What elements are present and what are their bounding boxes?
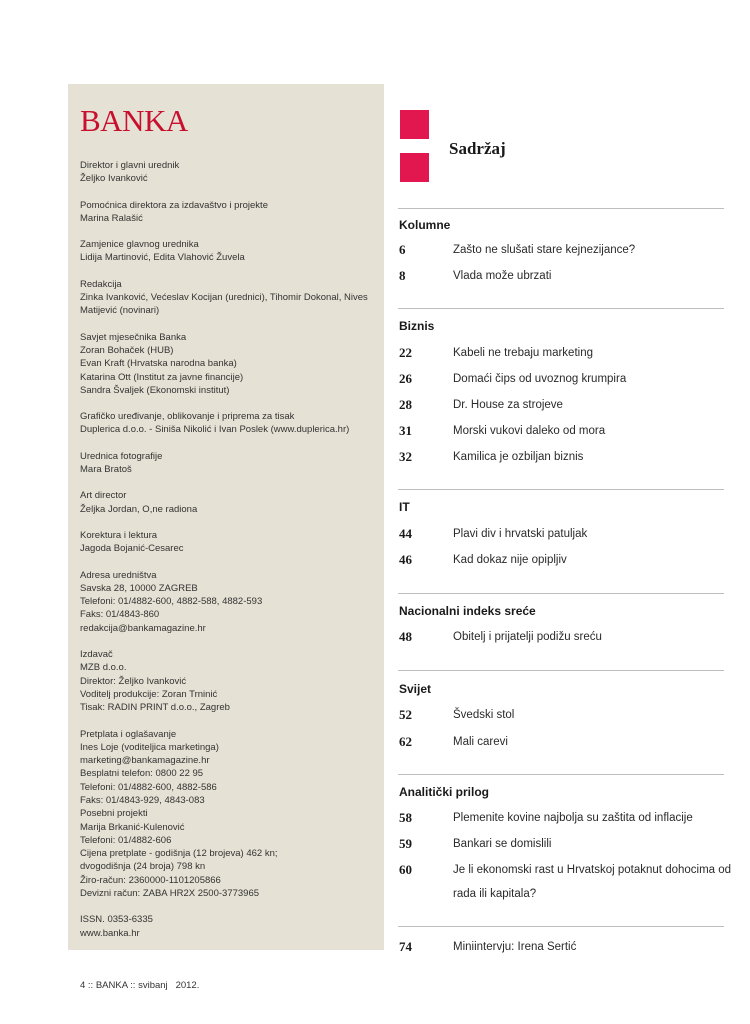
staff-role: Urednica fotografije <box>80 450 163 462</box>
staff-block <box>80 489 376 516</box>
staff-role: Redakcija <box>80 278 122 290</box>
staff-line: Marija Brkanić-Kulenović <box>80 821 185 833</box>
section-heading-biznis: Biznis <box>399 319 435 333</box>
staff-line: dvogodišnja (24 broja) 798 kn <box>80 861 206 873</box>
toc-page-number: 26 <box>399 371 412 386</box>
staff-line: www.banka.hr <box>80 927 140 939</box>
toc-entry-title: Morski vukovi daleko od mora <box>453 425 606 437</box>
separator <box>398 774 724 775</box>
staff-line: Savska 28, 10000 ZAGREB <box>80 582 198 594</box>
section-heading-analiticki-prilog: Analitički prilog <box>399 785 490 799</box>
toc-page-number: 48 <box>399 629 412 644</box>
staff-line: Žiro-račun: 2360000-1101205866 <box>80 874 221 886</box>
toc-page-number: 31 <box>399 423 412 438</box>
masthead-panel <box>68 84 384 950</box>
staff-line: marketing@bankamagazine.hr <box>80 755 210 767</box>
staff-line: Željko Ivanković <box>80 173 148 185</box>
staff-line: Katarina Ott (Institut za javne financije) <box>80 371 244 383</box>
staff-block <box>80 159 376 186</box>
toc-page-number: 59 <box>399 836 412 851</box>
separator <box>398 489 724 490</box>
toc-page-number: 44 <box>399 526 412 541</box>
staff-role: ISSN. 0353-6335 <box>80 914 153 926</box>
staff-line: Sandra Švaljek (Ekonomski institut) <box>80 384 230 396</box>
toc-title: Sadržaj <box>449 139 506 158</box>
staff-line: Faks: 01/4843-860 <box>80 609 160 621</box>
staff-role: Grafičko uređivanje, oblikovanje i priprema za tisak <box>80 411 295 423</box>
toc-page-number: 32 <box>399 449 412 464</box>
staff-line: redakcija@bankamagazine.hr <box>80 622 206 634</box>
toc-entry-title: Dr. House za strojeve <box>453 399 563 411</box>
toc-entry-title: Domaći čips od uvoznog krumpira <box>453 373 627 385</box>
staff-line: Direktor: Željko Ivanković <box>80 675 187 687</box>
toc-entry-title: Obitelj i prijatelji podižu sreću <box>453 631 602 643</box>
separator <box>398 208 724 209</box>
toc-entry-title: Plemenite kovine najbolja su zaštita od inflacije <box>453 812 693 824</box>
toc-page-number: 74 <box>399 939 412 954</box>
staff-role: Izdavač <box>80 649 113 661</box>
toc-entry-title: Plavi div i hrvatski patuljak <box>453 528 588 540</box>
toc-page-number: 28 <box>399 397 412 412</box>
staff-line: Devizni račun: ZABA HR2X 2500-3773965 <box>80 888 260 900</box>
staff-role: Art director <box>80 490 127 502</box>
staff-block <box>80 529 376 556</box>
toc-entry-title: Kamilica je ozbiljan biznis <box>453 451 584 463</box>
staff-block <box>80 728 376 901</box>
separator <box>398 593 724 594</box>
toc-entry-title: Bankari se domislili <box>453 838 552 850</box>
staff-line: Zoran Bohaček (HUB) <box>80 344 174 356</box>
section-heading-it: IT <box>399 500 410 514</box>
page-footer: 4 :: BANKA :: svibanj 2012. <box>80 980 200 991</box>
staff-block <box>80 913 376 940</box>
toc-entry-title: Miniintervju: Irena Sertić <box>453 941 577 953</box>
staff-line: Jagoda Bojanić-Cesarec <box>80 543 184 555</box>
toc-entry-title: Vlada može ubrzati <box>453 270 552 282</box>
staff-block <box>80 278 376 318</box>
toc-entry-title: Mali carevi <box>453 736 508 748</box>
staff-role: Zamjenice glavnog urednika <box>80 239 199 251</box>
toc-page-number: 52 <box>399 707 412 722</box>
staff-line: Cijena pretplate - godišnja (12 brojeva) 462 kn; <box>80 848 278 860</box>
toc-entry-title: Kabeli ne trebaju marketing <box>453 347 593 359</box>
toc-entry-title: Kad dokaz nije opipljiv <box>453 554 567 566</box>
staff-list <box>80 159 376 953</box>
staff-line: Tisak: RADIN PRINT d.o.o., Zagreb <box>80 702 230 714</box>
staff-block <box>80 569 376 635</box>
staff-line: Mara Bratoš <box>80 464 132 476</box>
accent-square-bottom <box>400 153 429 182</box>
banka-logo: BANKA <box>80 103 188 138</box>
staff-role: Pomoćnica direktora za izdavaštvo i projekte <box>80 199 268 211</box>
staff-line: Marina Ralašić <box>80 212 143 224</box>
staff-line: Evan Kraft (Hrvatska narodna banka) <box>80 358 237 370</box>
staff-line: Željka Jordan, O,ne radiona <box>80 503 198 515</box>
staff-block <box>80 199 376 226</box>
toc-entry-title: Je li ekonomski rast u Hrvatskoj potaknut dohocima od rada ili kapitala? <box>453 864 732 900</box>
staff-line: Faks: 01/4843-929, 4843-083 <box>80 794 205 806</box>
separator <box>398 308 724 309</box>
toc-page-number: 8 <box>399 268 406 283</box>
section-heading-kolumne: Kolumne <box>399 218 451 232</box>
staff-line: Voditelj produkcije: Zoran Trninić <box>80 688 218 700</box>
staff-block <box>80 238 376 265</box>
staff-line: Telefoni: 01/4882-600, 4882-586 <box>80 781 217 793</box>
separator <box>398 926 724 927</box>
toc-page-number: 46 <box>399 552 412 567</box>
section-heading-nacionalni-indeks-srece: Nacionalni indeks sreće <box>399 604 536 618</box>
toc-page-number: 22 <box>399 345 412 360</box>
staff-block <box>80 410 376 437</box>
staff-line: Telefoni: 01/4882-600, 4882-588, 4882-593 <box>80 596 263 608</box>
staff-line: Duplerica d.o.o. - Siniša Nikolić i Ivan Poslek (www.duplerica.hr) <box>80 424 350 436</box>
toc-entry-title: Zašto ne slušati stare kejnezijance? <box>453 244 636 256</box>
toc-page-number: 58 <box>399 810 412 825</box>
staff-role: Pretplata i oglašavanje <box>80 728 177 740</box>
section-heading-svijet: Svijet <box>399 682 432 696</box>
staff-block <box>80 648 376 714</box>
toc-page-number: 6 <box>399 242 406 257</box>
staff-role: Savjet mjesečnika Banka <box>80 331 187 343</box>
accent-square-top <box>400 110 429 139</box>
staff-role: Direktor i glavni urednik <box>80 160 180 171</box>
staff-line: Posebni projekti <box>80 808 148 820</box>
staff-role: Korektura i lektura <box>80 529 158 541</box>
separator <box>398 670 724 671</box>
staff-line: Zinka Ivanković, Većeslav Kocijan (urednici), Tihomir Dokonal, Nives <box>80 292 368 304</box>
staff-block <box>80 331 376 397</box>
staff-role: Adresa uredništva <box>80 569 157 581</box>
toc-entry-title: Švedski stol <box>453 709 515 721</box>
staff-line: MZB d.o.o. <box>80 662 127 674</box>
staff-line: Ines Loje (voditeljica marketinga) <box>80 741 219 753</box>
toc-page-number: 62 <box>399 734 412 749</box>
staff-line: Matijević (novinari) <box>80 305 160 317</box>
staff-line: Besplatni telefon: 0800 22 95 <box>80 768 204 780</box>
staff-block <box>80 450 376 477</box>
staff-line: Telefoni: 01/4882-606 <box>80 834 172 846</box>
toc-page-number: 60 <box>399 862 412 877</box>
staff-line: Lidija Martinović, Edita Vlahović Žuvela <box>80 252 245 264</box>
